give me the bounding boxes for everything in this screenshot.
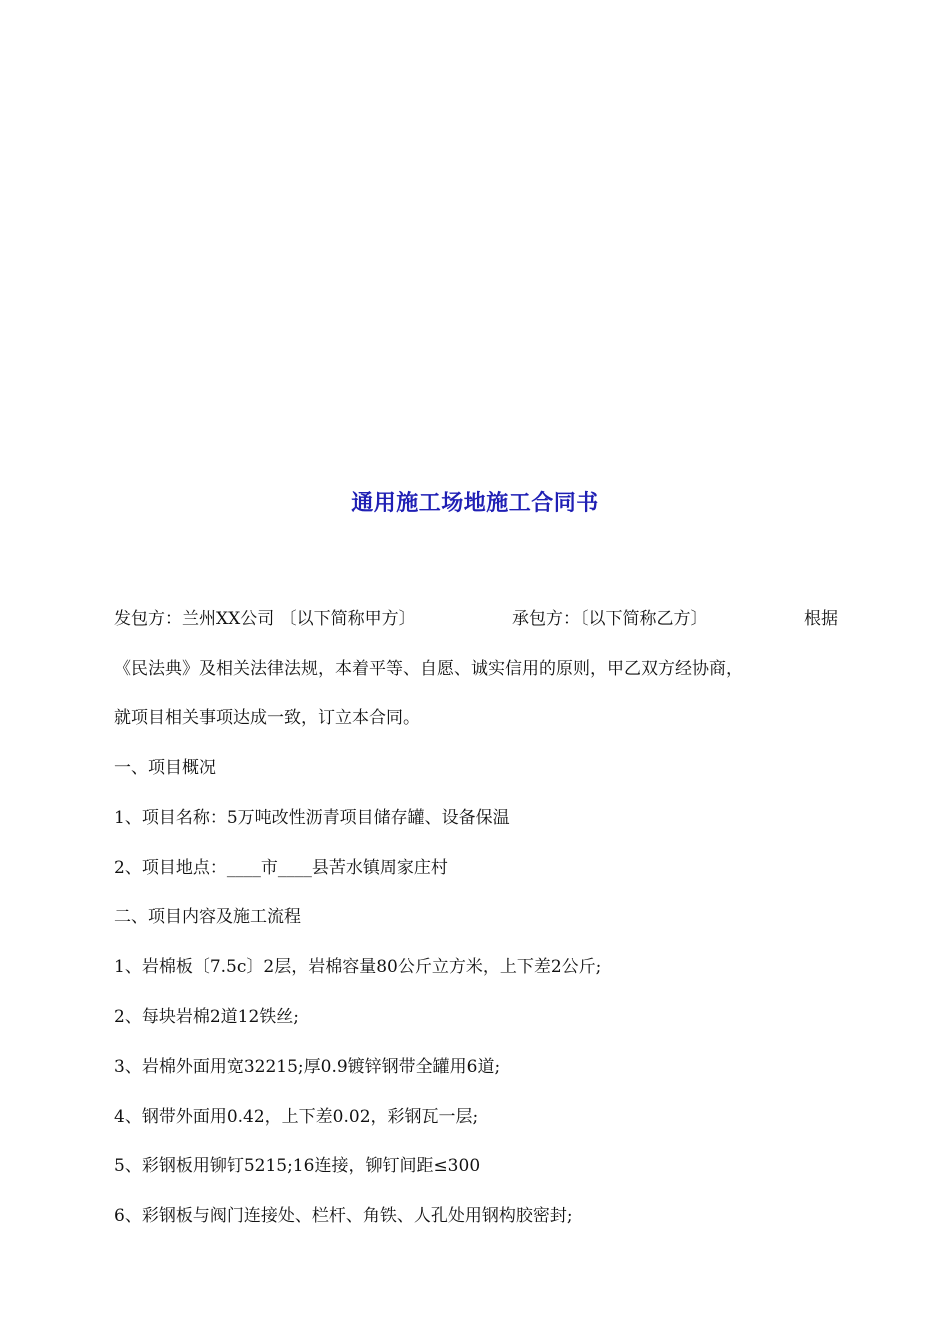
basis-word: 根据	[803, 609, 838, 629]
section-heading-content: 二、项目内容及施工流程	[114, 907, 301, 927]
intro-line-2: 《民法典》及相关法律法规，本着平等、自愿、诚实信用的原则，甲乙双方经协商，	[114, 659, 743, 679]
content-item-5: 5、彩钢板用铆钉5215;16连接，铆钉间距≤300	[114, 1156, 481, 1176]
content-item-6: 6、彩钢板与阀门连接处、栏杆、角铁、人孔处用钢构胶密封;	[114, 1206, 573, 1226]
document-title: 通用施工场地施工合同书	[351, 491, 599, 516]
employer-clause: 发包方：兰州XX公司 〔以下简称甲方〕	[114, 609, 416, 629]
overview-item-location: 2、项目地点：____市____县苦水镇周家庄村	[114, 858, 448, 878]
overview-item-name: 1、项目名称：5万吨改性沥青项目储存罐、设备保温	[114, 808, 510, 828]
intro-line-1	[114, 607, 838, 631]
section-heading-overview: 一、项目概况	[114, 758, 216, 778]
content-item-3: 3、岩棉外面用宽32215;厚0.9镀锌钢带全罐用6道;	[114, 1057, 501, 1077]
intro-line-3: 就项目相关事项达成一致，订立本合同。	[114, 708, 420, 728]
contractor-clause: 承包方：〔以下简称乙方〕	[512, 609, 708, 629]
content-item-2: 2、每块岩棉2道12铁丝;	[114, 1007, 299, 1027]
content-item-1: 1、岩棉板〔7.5c〕2层，岩棉容量80公斤立方米，上下差2公斤;	[114, 957, 602, 977]
content-item-4: 4、钢带外面用0.42，上下差0.02，彩钢瓦一层;	[114, 1107, 479, 1127]
